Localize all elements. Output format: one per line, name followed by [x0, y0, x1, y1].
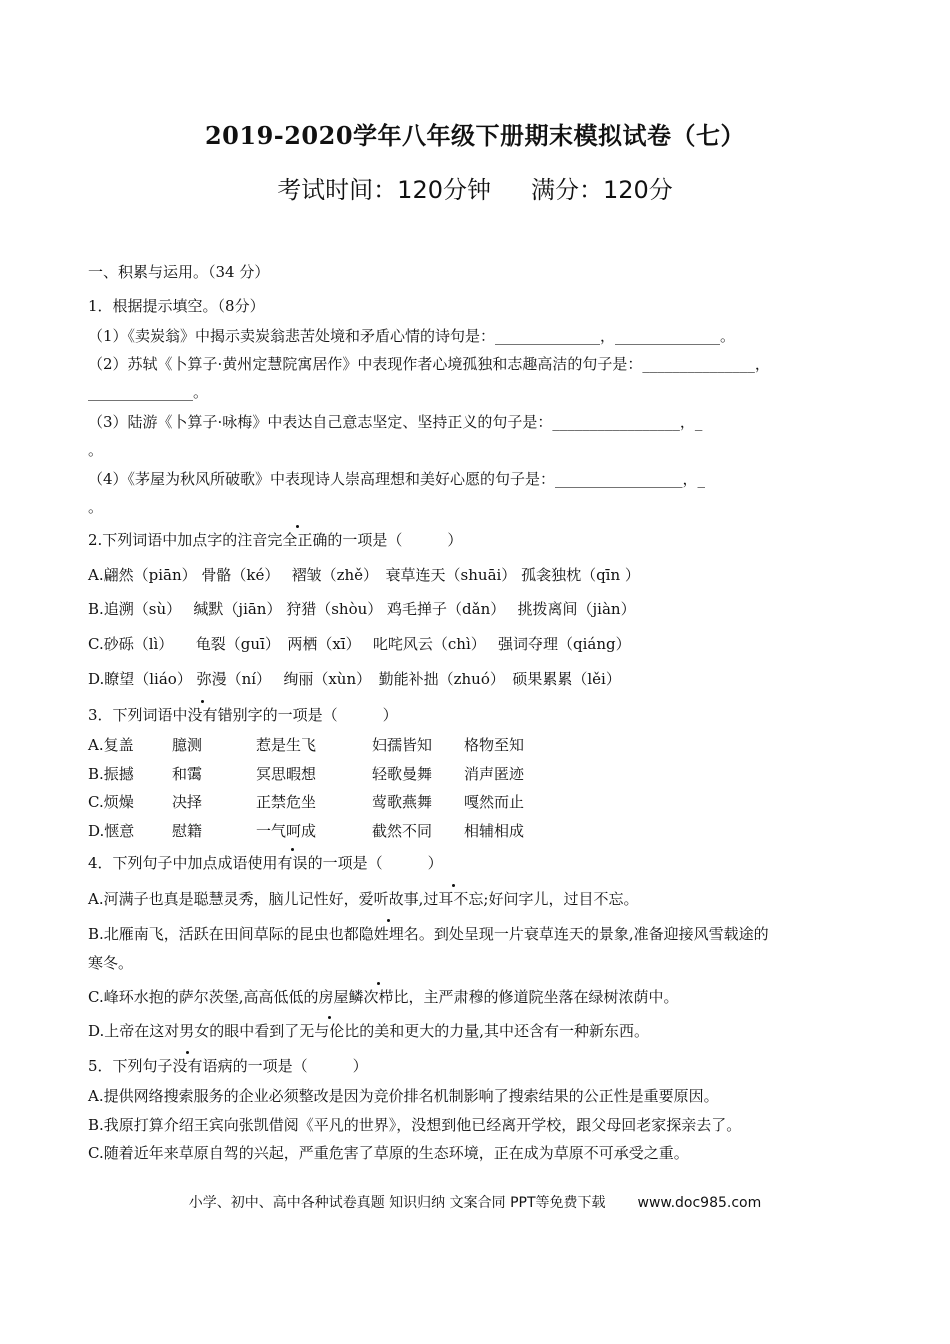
emphasis-text: 过耳不忘 — [423, 890, 484, 908]
q1-part4-cont: 。 — [88, 498, 104, 516]
q4-stem: 4．下列句子中加点成语使用有误的一项是（ ） — [88, 854, 443, 872]
q5-stem: 5．下列句子没有语病的一项是（ ） — [88, 1057, 368, 1075]
q4-option-c: C.峰环水抱的萨尔茨堡,高高低低的房屋鳞次栉比，主严肃穆的修道院坐落在绿树浓荫中。 — [88, 988, 679, 1006]
section-heading: 一、积累与运用。（34 分） — [88, 263, 270, 281]
q1-part3-cont: 。 — [88, 441, 104, 459]
q1-part2-cont: ______________。 — [88, 383, 209, 401]
q1-stem: 1．根据提示填空。（8分） — [88, 297, 265, 315]
q2-option-a: A.翩然（piān） 骨骼（ké） 褶皱（zhě） 衰草连天（shuāi） 孤衾独枕（qīn ） — [88, 566, 640, 584]
q5-option-c: C.随着近年来草原自驾的兴起，严重危害了草原的生态环境，正在成为草原不可承受之重。 — [88, 1144, 689, 1162]
q3-option-d: D.惬意 慰籍 一气呵成 截然不同 相辅相成 — [88, 822, 525, 840]
q1-part4: （4）《茅屋为秋风所破歌》中表现诗人崇高理想和美好心愿的句子是：_________________，_ — [88, 470, 706, 488]
emphasis-text: 有误 — [277, 854, 308, 872]
q4-option-a: A.河满子也真是聪慧灵秀，脑儿记性好，爱听故事,过耳不忘;好问字儿，过目不忘。 — [88, 890, 639, 908]
q2-option-d: D.瞭望（liáo） 弥漫（ní） 绚丽（xùn） 勤能补拙（zhuó） 硕果累累（lěi） — [88, 670, 621, 688]
emphasis-text: 隐姓埋名 — [358, 925, 419, 943]
emphasis-text: 无与伦比 — [299, 1022, 360, 1040]
exam-time: 考试时间：120分钟 — [277, 176, 491, 204]
q3-stem: 3．下列词语中没有错别字的一项是（ ） — [88, 706, 398, 724]
q5-option-b: B.我原打算介绍王宾向张凯借阅《平凡的世界》，没想到他已经离开学校，跟父母回老家探亲去了。 — [88, 1116, 742, 1134]
footer-url[interactable]: www.doc985.com — [637, 1195, 762, 1211]
q3-option-b: B.振撼 和霭 冥思暇想 轻歌曼舞 消声匿迹 — [88, 765, 525, 783]
emphasis-text: 没有 — [172, 1057, 203, 1075]
q3-option-a: A.复盖 臆测 惹是生飞 妇孺皆知 格物至知 — [88, 736, 525, 754]
q1-part1: （1）《卖炭翁》中揭示卖炭翁悲苦处境和矛盾心情的诗句是：______________，______________。 — [88, 327, 736, 345]
footer-text: 小学、初中、高中各种试卷真题 知识归纳 文案合同 PPT等免费下载 — [188, 1195, 606, 1211]
exam-score: 满分：120分 — [531, 176, 673, 204]
emphasis-text: 完全正确 — [267, 531, 328, 549]
exam-info — [0, 170, 950, 205]
q2-option-b: B.追溯（sù） 缄默（jiān） 狩猎（shòu） 鸡毛掸子（dǎn） 挑拨离间（jiàn） — [88, 600, 636, 618]
q1-part3: （3）陆游《卜算子·咏梅》中表达自己意志坚定、坚持正义的句子是：_________________，_ — [88, 413, 703, 431]
q2-stem: 2.下列词语中加点字的注音完全正确的一项是（ ） — [88, 531, 463, 549]
q4-option-b-cont: 寒冬。 — [88, 954, 134, 972]
q4-option-d: D.上帝在这对男女的眼中看到了无与伦比的美和更大的力量,其中还含有一种新东西。 — [88, 1022, 650, 1040]
q2-option-c: C.砂砾（lì） 龟裂（guī） 两栖（xī） 叱咤风云（chì） 强词夺理（qiáng） — [88, 635, 631, 653]
q5-option-a: A.提供网络搜索服务的企业必须整改是因为竞价排名机制影响了搜索结果的公正性是重要原因。 — [88, 1087, 719, 1105]
q1-part2: （2）苏轼《卜算子·黄州定慧院寓居作》中表现作者心境孤独和志趣高洁的句子是：_______________， — [88, 355, 770, 373]
exam-title: 2019-2020学年八年级下册期末模拟试卷（七） — [204, 121, 746, 150]
page-footer — [0, 1192, 950, 1212]
emphasis-text: 没有 — [187, 706, 218, 724]
q3-option-c: C.烦燥 决择 正禁危坐 莺歌燕舞 嘎然而止 — [88, 793, 525, 811]
q4-option-b: B.北雁南飞，活跃在田间草际的昆虫也都隐姓埋名。到处呈现一片衰草连天的景象,准备迎接风雪载途的 — [88, 925, 769, 943]
emphasis-text: 鳞次栉比 — [348, 988, 409, 1006]
